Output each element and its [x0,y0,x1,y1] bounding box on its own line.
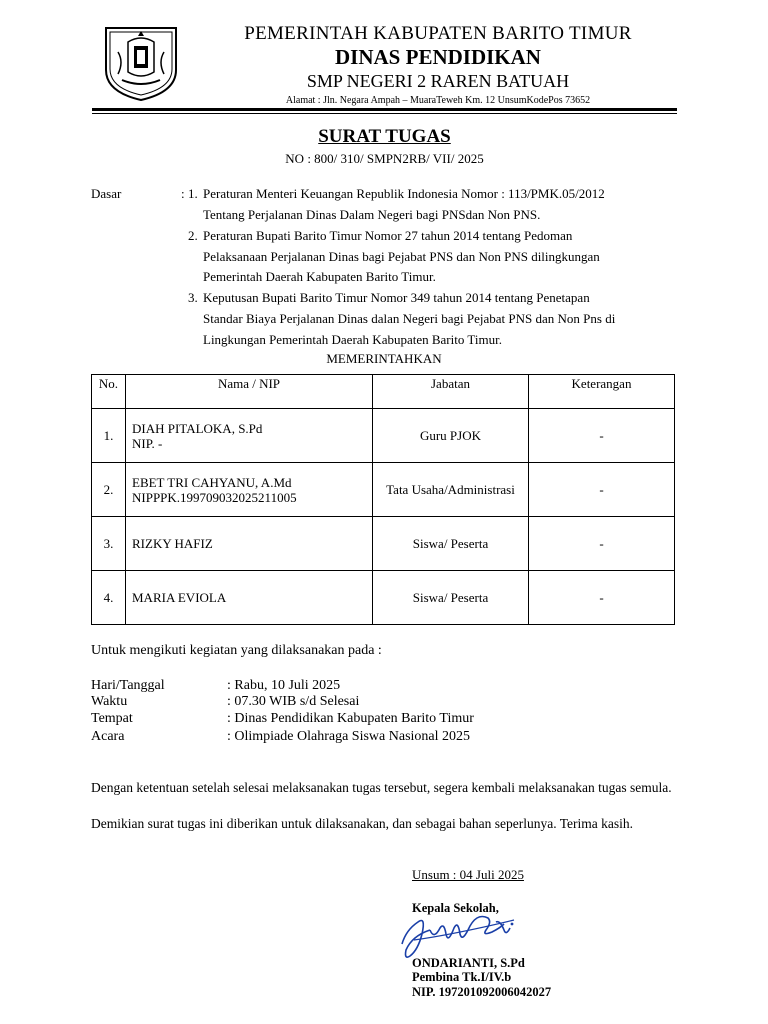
detail-value-event: : Olimpiade Olahraga Siswa Nasional 2025 [227,729,471,744]
detail-value-time: : 07.30 WIB s/d Selesai [227,694,360,709]
detail-value-date: : Rabu, 10 Juli 2025 [227,678,341,693]
cell-notes: - [529,463,675,517]
staff-name: DIAH PITALOKA, S.Pd [132,420,263,436]
detail-label-time: Waktu [91,694,128,709]
header-agency: DINAS PENDIDIKAN [335,45,541,69]
cell-name [126,517,373,571]
dasar-label: Dasar [91,186,122,201]
handwritten-signature [396,900,524,962]
table-row [92,517,675,571]
dasar-item-number: 3. [188,290,198,305]
dasar-item-line: Peraturan Bupati Barito Timur Nomor 27 tahun 2014 tentang Pedoman [203,228,573,243]
staff-name: MARIA EVIOLA [132,590,227,605]
signatory-nip: NIP. 197201092006042027 [412,985,552,999]
dasar-item-line: Pemerintah Daerah Kabupaten Barito Timur. [203,269,436,284]
dasar-item-line: Pelaksanaan Perjalanan Dinas bagi Pejabat PNS dan Non PNS dilingkungan [203,249,600,264]
dasar-item-line: Peraturan Menteri Keuangan Republik Indonesia Nomor : 113/PMK.05/2012 [203,186,605,201]
dasar-item-line: Standar Biaya Perjalanan Dinas dalan Negeri bagi Pejabat PNS dan Non Pns di [203,311,616,326]
header-rule-thick [92,108,677,111]
header-school: SMP NEGERI 2 RAREN BATUAH [306,71,570,91]
staff-nip: NIPPPK.199709032025211005 [132,489,297,505]
table-row [92,571,675,625]
table-header-notes: Keterangan [529,375,675,409]
dasar-item-number: 1. [188,186,198,201]
document-number: NO : 800/ 310/ SMPN2RB/ VII/ 2025 [285,151,484,166]
activity-intro: Untuk mengikuti kegiatan yang dilaksanakan pada : [91,643,382,658]
header-government: PEMERINTAH KABUPATEN BARITO TIMUR [244,23,632,44]
staff-name: EBET TRI CAHYANU, A.Md [132,474,292,490]
cell-no: 1. [92,409,126,463]
cell-notes: - [529,409,675,463]
cell-position: Siswa/ Peserta [373,571,529,625]
memerintahkan-heading: MEMERINTAHKAN [326,351,442,366]
table-row [92,409,675,463]
cell-no: 4. [92,571,126,625]
cell-position: Tata Usaha/Administrasi [373,463,529,517]
closing-paragraph-1: Dengan ketentuan setelah selesai melaksanakan tugas tersebut, segera kembali melaksanakan tugas semula. [91,780,672,795]
cell-name [126,409,373,463]
signature-position: Kepala Sekolah, [412,901,499,915]
cell-notes: - [529,571,675,625]
table-header-position: Jabatan [373,375,529,409]
closing-paragraph-2: Demikian surat tugas ini diberikan untuk dilaksanakan, dan sebagai bahan seperlunya. Terima kasih. [91,816,634,831]
cell-name [126,571,373,625]
assignment-table [91,374,675,625]
detail-label-event: Acara [91,729,125,744]
header-rule-thin [92,113,677,114]
dasar-colon: : [181,186,185,201]
table-header-no: No. [92,375,126,409]
dasar-item-line: Keputusan Bupati Barito Timur Nomor 349 tahun 2014 tentang Penetapan [203,290,590,305]
cell-position: Guru PJOK [373,409,529,463]
detail-value-place: : Dinas Pendidikan Kabupaten Barito Timur [227,711,474,726]
table-header-row [92,375,675,409]
staff-nip: NIP. - [132,435,163,451]
dasar-item-line: Tentang Perjalanan Dinas Dalam Negeri bagi PNSdan Non PNS. [203,207,541,222]
staff-name: RIZKY HAFIZ [132,536,213,551]
regency-emblem-logo [98,22,184,102]
dasar-item-line: Lingkungan Pemerintah Daerah Kabupaten Barito Timur. [203,332,502,347]
detail-label-place: Tempat [91,711,133,726]
table-header-name: Nama / NIP [126,375,373,409]
cell-position: Siswa/ Peserta [373,517,529,571]
cell-name [126,463,373,517]
cell-no: 3. [92,517,126,571]
cell-notes: - [529,517,675,571]
dasar-item-number: 2. [188,228,198,243]
signatory-rank: Pembina Tk.I/IV.b [412,970,512,984]
header-address: Alamat : Jln. Negara Ampah – MuaraTeweh Km. 12 UnsumKodePos 73652 [285,95,591,106]
table-row [92,463,675,517]
document-title: SURAT TUGAS [318,126,451,147]
signature-place-date: Unsum : 04 Juli 2025 [412,867,524,882]
cell-no: 2. [92,463,126,517]
detail-label-date: Hari/Tanggal [91,678,165,693]
signatory-name: ONDARIANTI, S.Pd [412,956,525,970]
